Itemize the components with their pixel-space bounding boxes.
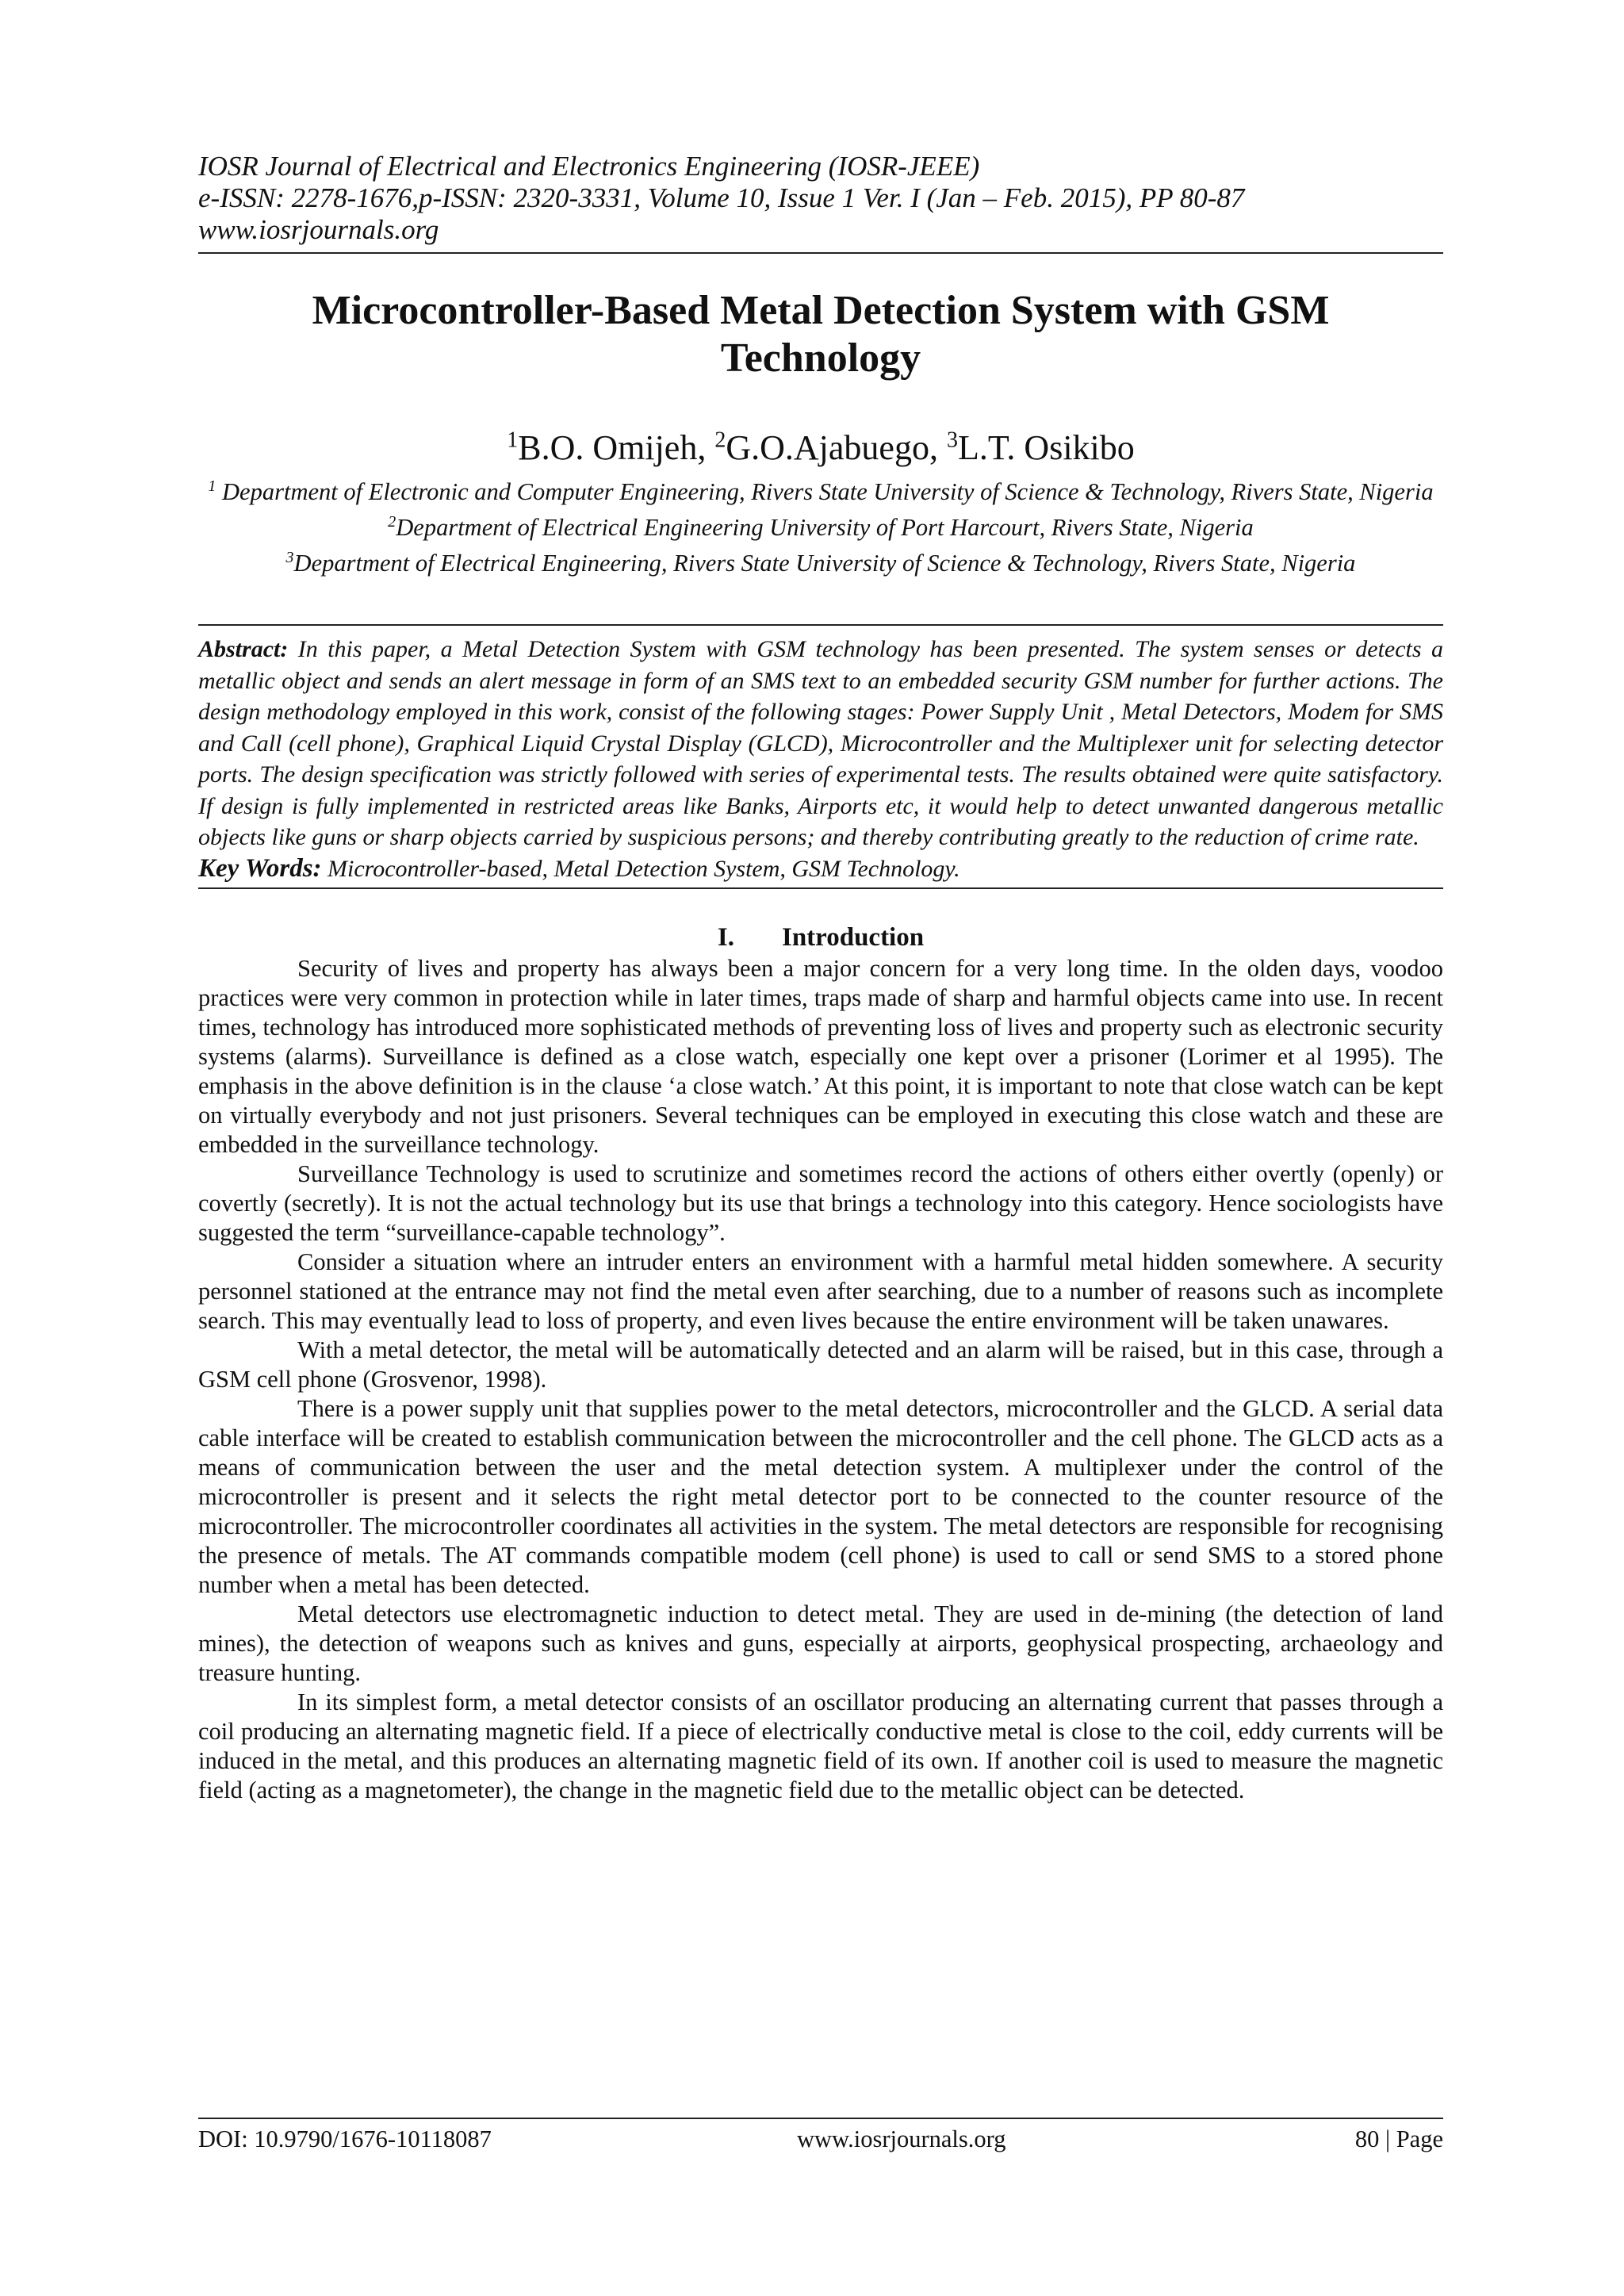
keywords: [198, 853, 1443, 889]
affiliation-list: [198, 471, 1443, 578]
journal-name: IOSR Journal of Electrical and Electronics Engineering (IOSR-JEEE): [198, 151, 980, 182]
author-3: $^3$L.T. Osikibo: [946, 427, 1135, 467]
footer-website[interactable]: www.iosrjournals.org: [797, 2125, 1006, 2152]
journal-header: [198, 151, 1443, 246]
paragraph: Security of lives and property has always been a major concern for a very long time. In the olden days, voodoo practices were very common in protection while in later times, traps made of sharp and harmful objects came into use. In recent times, technology has introduced more sophisticated methods of preventing loss of lives and property such as electronic security systems (alarms). Surveillance is defined as a close watch, especially one kept over a prisoner (Lorimer et al 1995). The emphasis in the above definition is in the clause ‘a close watch.’ At this point, it is important to note that close watch can be kept on virtually everybody and not just prisoners. Several techniques can be employed in executing this close watch and these are embedded in the surveillance technology.: [198, 954, 1443, 1158]
author-1: $^1$B.O. Omijeh,: [507, 427, 715, 467]
paper-page: [198, 151, 1443, 1805]
issn-line: e-ISSN: 2278-1676,p-ISSN: 2320-3331, Volume 10, Issue 1 Ver. I (Jan – Feb. 2015), PP 80-87: [198, 182, 1245, 213]
paragraph: Metal detectors use electromagnetic induction to detect metal. They are used in de-mining (the detection of land mines), the detection of weapons such as knives and guns, especially at airports, geophysical prospecting, archaeology and treasure hunting.: [198, 1600, 1443, 1686]
introduction-body: [198, 954, 1443, 1805]
affiliation-2: $^2$Department of Electrical Engineering University of Port Harcourt, Rivers State, Nigeria: [388, 512, 1254, 541]
header-rule: [198, 252, 1443, 254]
keywords-text: Microcontroller-based, Metal Detection System, GSM Technology.: [321, 855, 960, 882]
abstract: [198, 624, 1443, 853]
paper-title: Microcontroller-Based Metal Detection System with GSM Technology: [312, 288, 1330, 381]
paragraph: There is a power supply unit that supplies power to the metal detectors, microcontroller and the GLCD. A serial data cable interface will be created to establish communication between the microcontroller and the cell phone. The GLCD acts as a means of communication between the user and the metal detection system. A multiplexer under the control of the microcontroller is present and it selects the right metal detector port to be connected to the counter resource of the microcontroller. The microcontroller coordinates all activities in the system. The metal detectors are responsible for recognising the presence of metals. The AT commands compatible modem (cell phone) is used to call or send SMS to a stored phone number when a metal has been detected.: [198, 1394, 1443, 1598]
journal-website: www.iosrjournals.org: [198, 214, 439, 245]
author-2: $^2$G.O.Ajabuego,: [714, 427, 947, 467]
author-list: [198, 420, 1443, 468]
paragraph: In its simplest form, a metal detector consists of an oscillator producing an alternating current that passes through a coil producing an alternating magnetic field. If a piece of electrically conductive metal is close to the coil, eddy currents will be induced in the metal, and this produces an alternating magnetic field of its own. If another coil is used to measure the magnetic field (acting as a magnetometer), the change in the magnetic field due to the metallic object can be detected.: [198, 1688, 1443, 1803]
footer-doi: DOI: 10.9790/1676-10118087: [198, 2125, 492, 2152]
affiliation-1: $^1$ Department of Electronic and Computer Engineering, Rivers State University of Science & Technology, Rivers State, Nigeria: [208, 477, 1434, 505]
abstract-text: In this paper, a Metal Detection System with GSM technology has been presented. The system senses or detects a metallic object and sends an alert message in form of an SMS text to an embedded security GSM number for further actions. The design methodology employed in this work, consist of the following stages: Power Supply Unit , Metal Detectors, Modem for SMS and Call (cell phone), Graphical Liquid Crystal Display (GLCD), Microcontroller and the Multiplexer unit for selecting detector ports. The design specification was strictly followed with series of experimental tests. The results obtained were quite satisfactory. If design is fully implemented in restricted areas like Banks, Airports etc, it would help to detect unwanted dangerous metallic objects like guns or sharp objects carried by suspicious persons; and thereby contributing greatly to the reduction of crime rate.: [198, 636, 1443, 851]
footer-page-number: 80 | Page: [1354, 2125, 1443, 2152]
paragraph: Surveillance Technology is used to scrutinize and sometimes record the actions of others either overtly (openly) or covertly (secretly). It is not the actual technology but its use that brings a technology into this category. Hence sociologists have suggested the term “surveillance-capable technology”.: [198, 1159, 1443, 1246]
page-footer: [198, 2118, 1443, 2154]
affiliation-3: $^3$Department of Electrical Engineering, Rivers State University of Science & Technology, Rivers State, Nigeria: [285, 548, 1356, 577]
section-title: Introduction: [781, 922, 925, 952]
abstract-label: Abstract:: [198, 636, 289, 663]
section-heading: [198, 921, 1443, 954]
paragraph: Consider a situation where an intruder enters an environment with a harmful metal hidden somewhere. A security personnel stationed at the entrance may not find the metal even after searching, due to a number of reasons such as incomplete search. This may eventually lead to loss of property, and even lives because the entire environment will be taken unawares.: [198, 1248, 1443, 1334]
keywords-label: Key Words:: [198, 853, 322, 883]
section-number: I.: [717, 922, 734, 952]
paragraph: With a metal detector, the metal will be automatically detected and an alarm will be raised, but in this case, through a GSM cell phone (Grosvenor, 1998).: [198, 1336, 1443, 1393]
